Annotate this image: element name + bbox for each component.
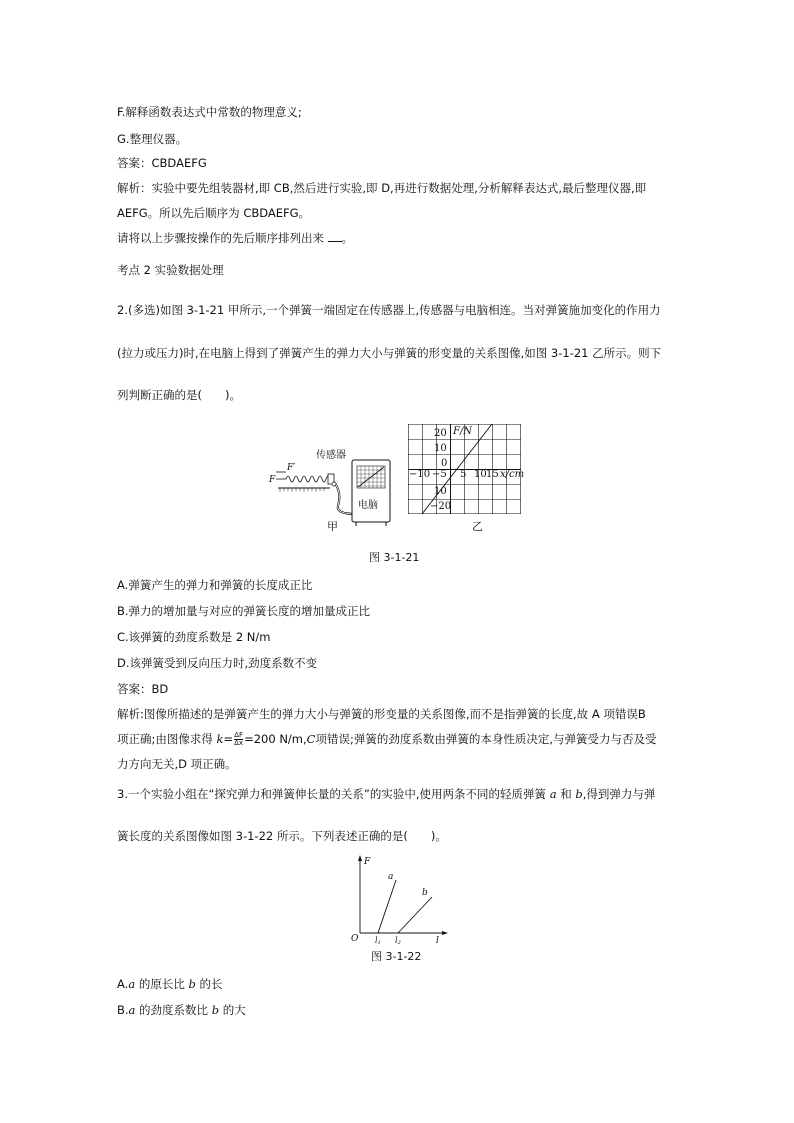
q3-option-b-mid: 的劲度系数比 <box>135 1003 212 1017</box>
graph-x-tick-15: 15 <box>486 469 499 480</box>
option-f-text: F.解释函数表达式中常数的物理意义; <box>117 105 302 119</box>
graph-x-tick-10: 10 <box>474 469 487 480</box>
analysis-2-line2-rest: 项错误;弹簧的劲度系数由弹簧的本身性质决定,与弹簧受力与否及受 <box>315 732 657 746</box>
fig2-l2-label: l2 <box>395 936 401 945</box>
q3-option-a-a: a <box>128 977 136 991</box>
question-2-line3: 列判断正确的是( )。 <box>117 388 241 402</box>
question-3-line1-end: ,得到弹力与弹 <box>582 787 656 801</box>
order-prompt-text: 请将以上步骤按操作的先后顺序排列出来 <box>117 231 324 245</box>
analysis-1-line1: 解析：实验中要先组装器材,即 CB,然后进行实验,即 D,再进行数据处理,分析解释表达式,最后整理仪器,即 <box>117 181 647 195</box>
apparatus-computer-label: 电脑 <box>358 500 378 511</box>
answer-blank <box>328 231 342 242</box>
graph-y-tick-neg10: 10 <box>434 486 447 497</box>
option-g-text: G.整理仪器。 <box>117 132 188 146</box>
analysis-2-c: C <box>306 732 316 746</box>
q3-option-b-end: 的大 <box>219 1003 246 1017</box>
graph-y-tick-10: 10 <box>434 443 447 454</box>
q3-option-b-b: b <box>211 1003 220 1017</box>
question-3-a: a <box>549 787 557 801</box>
question-2-line2: (拉力或压力)时,在电脑上得到了弹簧产生的弹力大小与弹簧的形变量的关系图像,如图 3-1-21 乙所示。则下 <box>117 346 662 360</box>
figure-3-1-22-graph <box>350 853 450 945</box>
question-2-option-a: A.弹簧产生的弹力和弹簧的长度成正比 <box>117 578 313 592</box>
question-3-line1 <box>117 786 655 802</box>
analysis-2-fraction <box>234 732 243 747</box>
fig2-line-b <box>398 897 432 933</box>
analysis-2-eq: = <box>223 732 234 746</box>
figure-3-1-21-sub-jia: 甲 <box>327 520 338 533</box>
analysis-2-line2-start: 项正确;由图像求得 <box>117 732 217 746</box>
analysis-2-line2-value: =200 N/m, <box>244 732 307 746</box>
apparatus-spring <box>286 476 330 482</box>
graph-x-axis-label: x/cm <box>500 469 524 480</box>
figure-3-1-22-caption: 图 3-1-22 <box>371 950 422 963</box>
fig2-line-a <box>378 880 396 933</box>
fraction-denominator: Δx <box>234 739 244 747</box>
fig2-y-arrow <box>358 855 362 861</box>
apparatus-sensor-label: 传感器 <box>316 450 346 461</box>
question-3-option-b <box>117 1002 246 1018</box>
fig2-origin-label: O <box>351 934 359 944</box>
graph-y-tick-neg20: −20 <box>430 501 452 512</box>
q3-option-a-b: b <box>188 977 196 991</box>
question-2-line1: 2.(多选)如图 3-1-21 甲所示,一个弹簧一端固定在传感器上,传感器与电脑相连。当对弹簧施加变化的作用力 <box>117 303 661 317</box>
graph-y-tick-20: 20 <box>434 428 447 439</box>
figure-3-1-21-caption: 图 3-1-21 <box>369 551 420 564</box>
question-2-option-d: D.该弹簧受到反向压力时,劲度系数不变 <box>117 656 318 670</box>
q3-option-b-a: a <box>128 1003 136 1017</box>
analysis-2-line2 <box>117 731 657 747</box>
q3-option-b-prefix: B. <box>117 1003 129 1017</box>
q3-option-a-end: 的长 <box>195 977 223 991</box>
q3-option-a-prefix: A. <box>117 977 129 991</box>
graph-x-tick-5: 5 <box>460 469 467 480</box>
question-2-option-b: B.弹力的增加量与对应的弹簧长度的增加量成正比 <box>117 604 371 618</box>
graph-x-tick-neg5: −5 <box>432 469 447 480</box>
order-prompt <box>117 230 353 246</box>
question-3-line1-start: 3.一个实验小组在“探究弹力和弹簧伸长量的关系”的实验中,使用两条不同的轻质弹簧 <box>117 787 550 801</box>
fig2-f-label: F <box>364 857 371 867</box>
fig2-l-label: l <box>436 936 439 945</box>
question-3-option-a <box>117 976 223 992</box>
graph-x-tick-neg10: −10 <box>409 469 431 480</box>
figure-3-1-21-sub-yi: 乙 <box>472 520 483 533</box>
q3-option-a-mid: 的原长比 <box>135 977 189 991</box>
answer-2: 答案：BD <box>117 682 169 696</box>
answer-1: 答案：CBDAEFG <box>117 156 207 170</box>
analysis-2-line1: 解析:图像所描述的是弹簧产生的弹力大小与弹簧的形变量的关系图像,而不是指弹簧的长度,故 A 项错误B <box>117 707 646 721</box>
apparatus-f-label: F <box>269 475 276 485</box>
question-3-line2: 簧长度的关系图像如图 3-1-22 所示。下列表述正确的是( )。 <box>117 829 447 843</box>
fraction-numerator: ΔF <box>234 731 244 739</box>
graph-y-axis-label: F/N <box>453 426 473 437</box>
fig2-l1-label: l1 <box>375 936 381 945</box>
analysis-2-k: k <box>216 732 224 746</box>
apparatus-fprime-label: F′ <box>287 463 296 473</box>
fig2-label-b: b <box>422 888 428 898</box>
question-2-option-c: C.该弹簧的劲度系数是 2 N/m <box>117 630 271 644</box>
analysis-2-line3: 力方向无关,D 项正确。 <box>117 757 237 771</box>
order-prompt-end: 。 <box>341 231 354 245</box>
fig2-label-a: a <box>388 872 394 882</box>
figure-3-1-21-graph <box>408 424 524 516</box>
section-title: 考点 2 实验数据处理 <box>117 263 224 277</box>
question-3-and: 和 <box>556 787 576 801</box>
analysis-1-line2: AEFG。所以先后顺序为 CBDAEFG。 <box>117 206 311 220</box>
apparatus-ruler-ticks <box>280 488 324 492</box>
fig2-x-arrow <box>442 931 448 935</box>
question-3-b: b <box>575 787 583 801</box>
graph-y-tick-0: 0 <box>441 458 448 469</box>
apparatus-connector <box>332 482 336 486</box>
